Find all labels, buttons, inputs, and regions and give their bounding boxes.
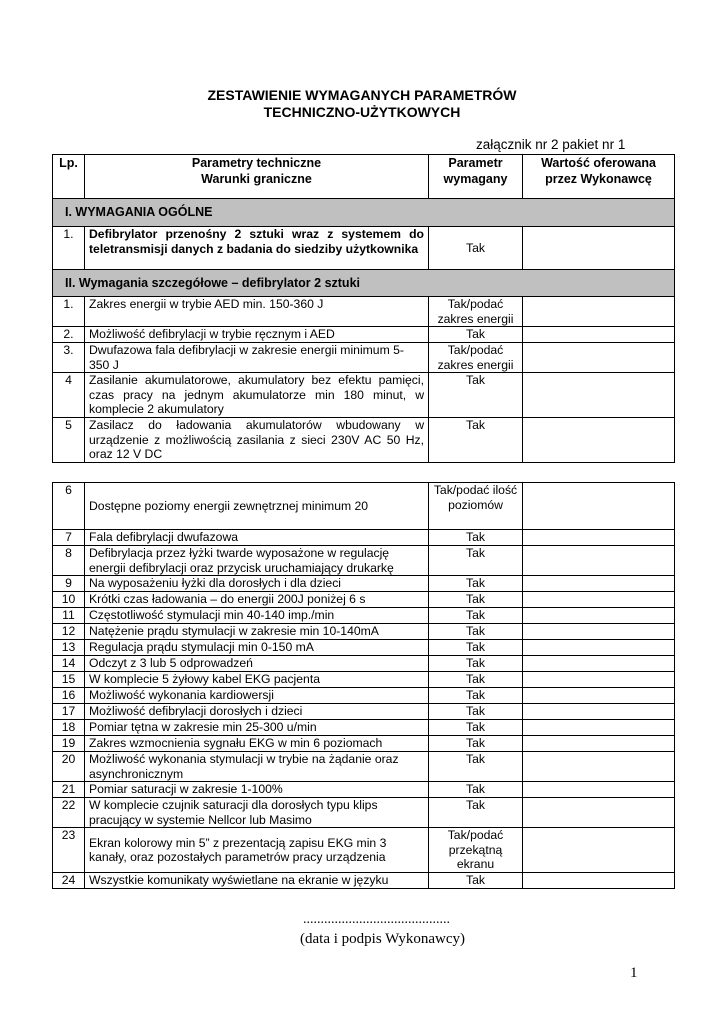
section-header-row [53,270,675,297]
header-parameters: Parametry techniczne Warunki graniczne [85,155,429,199]
row-number: 24 [53,873,85,889]
row-parameter: Na wyposażeniu łyżki dla dorosłych i dla dzieci [85,576,429,592]
row-parameter: Możliwość defibrylacji dorosłych i dzieci [85,704,429,720]
row-number: 14 [53,656,85,672]
row-offered-value[interactable] [523,592,675,608]
row-offered-value[interactable] [523,608,675,624]
row-offered-value[interactable] [523,720,675,736]
row-parameter: Zakres wzmocnienia sygnału EKG w min 6 poziomach [85,736,429,752]
row-number: 12 [53,624,85,640]
table-row [53,782,675,798]
row-offered-value[interactable] [523,576,675,592]
row-required-value: Tak/podać zakres energii [429,343,523,373]
row-offered-value[interactable] [523,343,675,373]
row-required-value: Tak [429,782,523,798]
row-number: 10 [53,592,85,608]
document-title-line1: ZESTAWIENIE WYMAGANYCH PARAMETRÓW [207,87,517,103]
row-required-value: Tak [429,752,523,782]
row-offered-value[interactable] [523,873,675,889]
row-number: 21 [53,782,85,798]
row-offered-value[interactable] [523,327,675,343]
row-number: 8 [53,546,85,576]
row-required-value: Tak [429,720,523,736]
row-number: 2. [53,327,85,343]
row-parameter: Częstotliwość stymulacji min 40-140 imp./min [85,608,429,624]
table-row [53,798,675,828]
table-row [53,297,675,327]
row-parameter: Pomiar saturacji w zakresie 1-100% [85,782,429,798]
row-required-value: Tak [429,672,523,688]
row-required-value: Tak [429,873,523,889]
row-number: 9 [53,576,85,592]
row-offered-value[interactable] [523,624,675,640]
header-offered: Wartość oferowana przez Wykonawcę [523,155,675,199]
row-required-value: Tak [429,373,523,418]
row-number: 20 [53,752,85,782]
section-title: I. WYMAGANIA OGÓLNE [53,199,675,227]
row-offered-value[interactable] [523,640,675,656]
row-parameter: W komplecie czujnik saturacji dla dorosłych typu klips pracujący w systemie Nellcor lub Masimo [85,798,429,828]
row-offered-value[interactable] [523,530,675,546]
requirements-table-continued [52,482,675,889]
row-parameter: Wszystkie komunikaty wyświetlane na ekranie w języku [85,873,429,889]
row-required-value: Tak [429,592,523,608]
row-offered-value[interactable] [523,483,675,530]
row-required-value: Tak [429,688,523,704]
table-row [53,752,675,782]
row-parameter: Fala defibrylacji dwufazowa [85,530,429,546]
row-parameter: Odczyt z 3 lub 5 odprowadzeń [85,656,429,672]
row-number: 4 [53,373,85,418]
row-required-value: Tak [429,798,523,828]
row-required-value: Tak [429,327,523,343]
table-row [53,343,675,373]
row-parameter: Krótki czas ładowania – do energii 200J poniżej 6 s [85,592,429,608]
row-number: 13 [53,640,85,656]
row-required-value: Tak [429,530,523,546]
row-number: 17 [53,704,85,720]
row-number: 6 [53,483,85,530]
table-row [53,656,675,672]
table-row [53,530,675,546]
row-offered-value[interactable] [523,782,675,798]
header-required: Parametr wymagany [429,155,523,199]
row-parameter: Dwufazowa fala defibrylacji w zakresie energii minimum 5-350 J [85,343,429,373]
row-number: 16 [53,688,85,704]
row-required-value: Tak/podać przekątną ekranu [429,828,523,873]
table-row [53,483,675,530]
section-title: II. Wymagania szczegółowe – defibrylator 2 sztuki [53,270,675,297]
row-offered-value[interactable] [523,828,675,873]
row-required-value: Tak [429,656,523,672]
signature-line: .......................................... [303,912,450,927]
row-number: 23 [53,828,85,873]
table-row [53,828,675,873]
row-offered-value[interactable] [523,227,675,270]
row-parameter: Defibrylator przenośny 2 sztuki wraz z systemem do teletransmisji danych z badania do siedziby użytkownika [85,227,429,270]
row-offered-value[interactable] [523,373,675,418]
row-required-value: Tak [429,576,523,592]
table-row [53,672,675,688]
row-number: 15 [53,672,85,688]
row-parameter: Pomiar tętna w zakresie min 25-300 u/min [85,720,429,736]
row-required-value: Tak [429,608,523,624]
row-offered-value[interactable] [523,752,675,782]
signature-label: (data i podpis Wykonawcy) [300,931,466,947]
row-required-value: Tak [429,624,523,640]
row-required-value: Tak [429,736,523,752]
row-required-value: Tak/podać ilość poziomów [429,483,523,530]
row-offered-value[interactable] [523,736,675,752]
row-parameter: Zasilanie akumulatorowe, akumulatory bez efektu pamięci, czas pracy na jednym akumulatorze min 180 minut, w komplecie 2 akumulatory [85,373,429,418]
row-parameter: Defibrylacja przez łyżki twarde wyposażone w regulację energii defibrylacji oraz przycisk uruchamiający drukarkę [85,546,429,576]
annex-label: załącznik nr 2 pakiet nr 1 [476,137,626,152]
row-offered-value[interactable] [523,672,675,688]
row-number: 5 [53,418,85,463]
row-offered-value[interactable] [523,688,675,704]
row-parameter: Zakres energii w trybie AED min. 150-360 J [85,297,429,327]
table-row [53,576,675,592]
document-title-line2: TECHNICZNO-UŻYTKOWYCH [263,104,461,120]
row-parameter: Możliwość wykonania kardiowersji [85,688,429,704]
row-parameter: Regulacja prądu stymulacji min 0-150 mA [85,640,429,656]
row-required-value: Tak [429,418,523,463]
table-header-row [53,155,675,199]
page-number: 1 [630,965,638,981]
row-parameter: Natężenie prądu stymulacji w zakresie min 10-140mA [85,624,429,640]
section-header-row [53,199,675,227]
table-row [53,704,675,720]
row-offered-value[interactable] [523,546,675,576]
row-number: 22 [53,798,85,828]
row-required-value: Tak [429,227,523,270]
row-parameter: Zasilacz do ładowania akumulatorów wbudowany w urządzenie z możliwością zasilania z sieci 230V AC 50 Hz, oraz 12 V DC [85,418,429,463]
row-offered-value[interactable] [523,297,675,327]
table-row [53,640,675,656]
row-number: 1. [53,227,85,270]
table-row [53,736,675,752]
table-row [53,227,675,270]
row-required-value: Tak [429,704,523,720]
row-required-value: Tak/podać zakres energii [429,297,523,327]
table-row [53,688,675,704]
row-number: 11 [53,608,85,624]
header-lp: Lp. [53,155,85,199]
row-number: 19 [53,736,85,752]
table-row [53,608,675,624]
row-parameter: Ekran kolorowy min 5” z prezentacją zapisu EKG min 3 kanały, oraz pozostałych parametrów pracy urządzenia [85,828,429,873]
table-row [53,327,675,343]
row-offered-value[interactable] [523,798,675,828]
row-required-value: Tak [429,640,523,656]
table-row [53,418,675,463]
row-offered-value[interactable] [523,656,675,672]
requirements-table-main [52,154,675,463]
row-number: 18 [53,720,85,736]
row-number: 3. [53,343,85,373]
row-parameter: Możliwość defibrylacji w trybie ręcznym i AED [85,327,429,343]
table-row [53,873,675,889]
row-parameter: Możliwość wykonania stymulacji w trybie na żądanie oraz asynchronicznym [85,752,429,782]
table-row [53,592,675,608]
row-number: 7 [53,530,85,546]
table-row [53,546,675,576]
table-row [53,720,675,736]
table-row [53,624,675,640]
row-offered-value[interactable] [523,418,675,463]
row-number: 1. [53,297,85,327]
table-row [53,373,675,418]
row-parameter: Dostępne poziomy energii zewnętrznej minimum 20 [85,483,429,530]
row-offered-value[interactable] [523,704,675,720]
row-parameter: W komplecie 5 żyłowy kabel EKG pacjenta [85,672,429,688]
row-required-value: Tak [429,546,523,576]
